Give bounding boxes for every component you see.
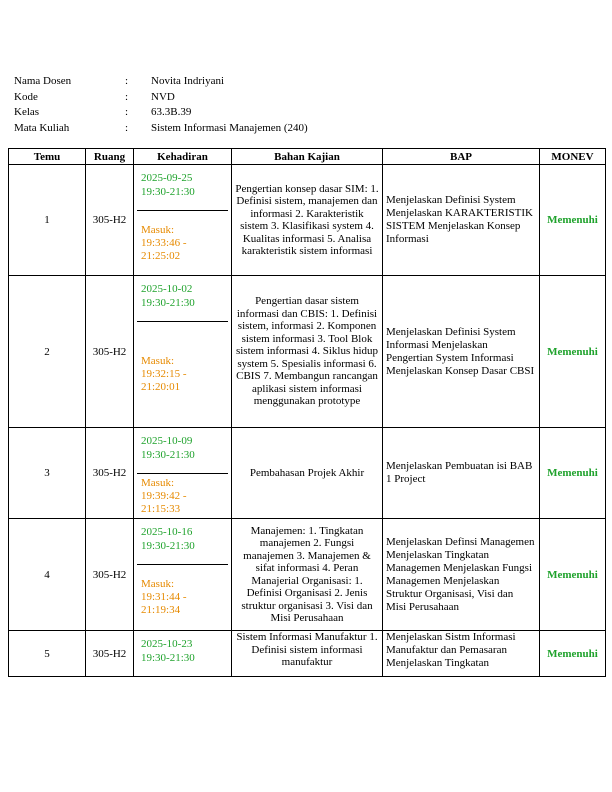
info-colon: : (125, 121, 129, 134)
kehadiran-cell (134, 276, 232, 428)
bap-cell: Menjelaskan Definsi Managemen Menjelaskan Tingkatan Managemen Menjelaskan Fungsi Managemen Menjelaskan Struktur Organisasi, Visi dan Misi Perusahaan (383, 519, 540, 631)
table-row (9, 428, 606, 519)
bahan-kajian-cell: Manajemen: 1. Tingkatan manajemen 2. Fungsi manajemen 3. Manajemen & sifat informasi 4. Peran Manajerial Organisasi: 1. Definisi Organisasi 2. Jenis struktur organisasi 3. Visi dan Misi Perusahaan (232, 519, 383, 631)
bap-cell: Menjelaskan Sistm Informasi Manufaktur dan Pemasaran Menjelaskan Tingkatan (383, 631, 540, 677)
kehadiran-cell (134, 428, 232, 519)
check-out-time: 21:25:02 (141, 249, 181, 262)
bahan-kajian-cell: Sistem Informasi Manufaktur 1. Definisi sistem informasi manufaktur (232, 631, 383, 677)
table-row (9, 631, 606, 677)
temu-cell: 5 (9, 631, 86, 677)
header-monev: MONEV (540, 149, 606, 165)
check-in-block (137, 211, 228, 275)
schedule-time: 19:30-21:30 (141, 652, 195, 664)
schedule-time: 19:30-21:30 (141, 449, 195, 461)
schedule-time: 19:30-21:30 (141, 186, 195, 198)
bap-cell: Menjelaskan Pembuatan isi BAB 1 Project (383, 428, 540, 519)
info-label: Nama Dosen (14, 75, 72, 87)
kehadiran-cell (134, 519, 232, 631)
info-row-kelas (14, 105, 308, 121)
table-row (9, 519, 606, 631)
temu-cell: 2 (9, 276, 86, 428)
check-in-block (137, 322, 228, 427)
schedule-date: 2025-10-02 (141, 283, 193, 295)
check-in-time: 19:33:46 - (141, 236, 187, 249)
table-header-row (9, 149, 606, 165)
schedule-block (137, 428, 228, 474)
info-value: Sistem Informasi Manajemen (240) (151, 121, 308, 134)
temu-cell: 3 (9, 428, 86, 519)
bap-cell: Menjelaskan Definisi System Menjelaskan KARAKTERISTIK SISTEM Menjelaskan Konsep Informasi (383, 165, 540, 276)
info-row-nama-dosen (14, 74, 308, 90)
info-colon: : (125, 75, 129, 87)
check-out-time: 21:20:01 (141, 381, 181, 393)
bahan-kajian-cell: Pengertian konsep dasar SIM: 1. Definisi sistem, manajemen dan informasi 2. Karakteristik sistem 3. Klasifikasi system 4. Kualitas informasi 5. Analisa karakteristik sistem informasi (232, 165, 383, 276)
table-row (9, 165, 606, 276)
schedule-date: 2025-10-16 (141, 526, 193, 538)
bahan-kajian-cell: Pengertian dasar sistem informasi dan CBIS: 1. Definisi sistem, informasi 2. Komponen sistem informasi 3. Tool Blok sistem informasi 4. Siklus hidup system 5. Spesialis informasi 6. CBIS 7. Membangun rancangan aplikasi sistem informasi menggunakan prototype (232, 276, 383, 428)
check-out-time: 21:15:33 (141, 502, 181, 515)
header-temu: Temu (9, 149, 86, 165)
bap-cell: Menjelaskan Definisi System Informasi Menjelaskan Pengertian System Informasi Menjelaskan Konsep Dasar CBSI (383, 276, 540, 428)
header-bahan-kajian: Bahan Kajian (232, 149, 383, 165)
kehadiran-cell (134, 631, 232, 677)
header-kehadiran: Kehadiran (134, 149, 232, 165)
info-row-mata-kuliah (14, 121, 308, 137)
info-colon: : (125, 90, 129, 103)
info-value: Novita Indriyani (151, 75, 225, 87)
check-in-block (137, 565, 228, 630)
check-in-time: 19:32:15 - (141, 368, 187, 380)
bahan-kajian-cell: Pembahasan Projek Akhir (232, 428, 383, 519)
check-in-time: 19:31:44 - (141, 591, 187, 603)
temu-cell: 4 (9, 519, 86, 631)
ruang-cell: 305-H2 (86, 631, 134, 677)
monev-status: Memenuhi (540, 165, 606, 276)
monev-status: Memenuhi (540, 428, 606, 519)
schedule-block (137, 276, 228, 322)
schedule-block (137, 165, 228, 211)
check-in-label: Masuk: (141, 223, 174, 236)
schedule-time: 19:30-21:30 (141, 297, 195, 309)
temu-cell: 1 (9, 165, 86, 276)
check-out-time: 21:19:34 (141, 604, 181, 616)
check-in-time: 19:39:42 - (141, 489, 187, 502)
header-bap: BAP (383, 149, 540, 165)
attendance-table (8, 148, 606, 677)
info-value: NVD (151, 90, 175, 103)
table-row (9, 276, 606, 428)
info-value: 63.3B.39 (151, 106, 192, 118)
monev-status: Memenuhi (540, 276, 606, 428)
schedule-date: 2025-09-25 (141, 172, 193, 184)
schedule-block (137, 519, 228, 565)
check-in-label: Masuk: (141, 578, 174, 590)
monev-status: Memenuhi (540, 631, 606, 677)
info-label: Kode (14, 90, 38, 103)
monev-status: Memenuhi (540, 519, 606, 631)
check-in-label: Masuk: (141, 476, 174, 489)
info-label: Kelas (14, 106, 40, 118)
info-label: Mata Kuliah (14, 121, 70, 134)
ruang-cell: 305-H2 (86, 165, 134, 276)
schedule-block (137, 631, 228, 676)
ruang-cell: 305-H2 (86, 276, 134, 428)
check-in-label: Masuk: (141, 355, 174, 367)
info-colon: : (125, 106, 129, 118)
course-info (14, 74, 308, 136)
ruang-cell: 305-H2 (86, 519, 134, 631)
check-in-block (137, 474, 228, 518)
info-row-kode (14, 90, 308, 106)
header-ruang: Ruang (86, 149, 134, 165)
kehadiran-cell (134, 165, 232, 276)
schedule-date: 2025-10-23 (141, 638, 193, 650)
ruang-cell: 305-H2 (86, 428, 134, 519)
schedule-date: 2025-10-09 (141, 435, 193, 447)
schedule-time: 19:30-21:30 (141, 540, 195, 552)
